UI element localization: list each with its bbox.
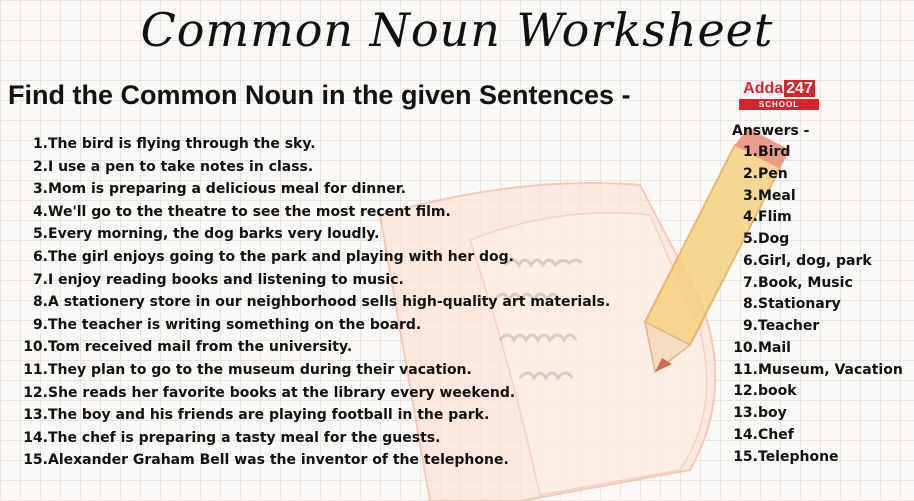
answer-item — [732, 142, 903, 164]
answer-number: 5. — [742, 231, 758, 247]
sentence-number: 5. — [32, 226, 48, 243]
sentence-text: A stationery store in our neighborhood sells high-quality art materials. — [48, 294, 611, 311]
answer-item — [732, 273, 903, 295]
answer-text: Museum, Vacation — [758, 361, 903, 378]
instructions-heading: Find the Common Noun in the given Sentences - — [8, 80, 631, 110]
answer-number: 12. — [733, 383, 758, 400]
sentence-number: 15. — [23, 452, 48, 469]
answer-text: Flim — [758, 209, 792, 226]
answer-number: 2. — [742, 165, 758, 182]
sentence-text: The girl enjoys going to the park and playing with her dog. — [48, 248, 514, 265]
answer-number: 15. — [733, 448, 758, 465]
sentence-text: Alexander Graham Bell was the inventor of the telephone. — [48, 452, 509, 469]
answer-number: 6. — [742, 252, 758, 269]
answer-item — [732, 338, 903, 360]
brand-logo — [739, 79, 819, 110]
sentence-text: Every morning, the dog barks very loudly. — [48, 226, 380, 243]
sentence-item — [22, 223, 610, 246]
page-title: Common Noun Worksheet — [140, 3, 774, 57]
answer-item — [732, 360, 903, 382]
sentence-item — [22, 201, 610, 224]
sentence-text: Mom is preparing a delicious meal for dinner. — [48, 181, 406, 198]
answer-text: Teacher — [758, 318, 820, 334]
sentence-item — [22, 359, 610, 382]
answer-item — [732, 403, 903, 425]
sentence-text: She reads her favorite books at the library every weekend. — [48, 384, 516, 401]
sentence-text: They plan to go to the museum during their vacation. — [48, 361, 472, 378]
sentence-number: 2. — [32, 158, 48, 175]
answer-number: 1. — [742, 144, 758, 160]
answer-item — [732, 251, 903, 273]
answer-text: Bird — [758, 144, 791, 160]
sentence-item — [22, 427, 610, 450]
sentence-item — [22, 382, 610, 405]
sentence-number: 10. — [23, 339, 48, 356]
sentence-number: 4. — [32, 203, 48, 220]
sentence-text: I use a pen to take notes in class. — [48, 158, 314, 175]
sentence-item — [22, 314, 610, 337]
sentence-number: 3. — [32, 181, 48, 198]
answer-text: Girl, dog, park — [758, 252, 872, 269]
answer-text: Mail — [758, 339, 791, 356]
sentence-item — [22, 178, 610, 201]
answer-text: Stationary — [758, 296, 841, 313]
answer-item — [732, 316, 903, 338]
answer-number: 10. — [733, 339, 758, 356]
answer-item — [732, 207, 903, 229]
answer-number: 3. — [742, 187, 758, 204]
answers-heading: Answers - — [732, 123, 810, 139]
sentence-number: 11. — [23, 361, 48, 378]
answer-number: 4. — [742, 209, 758, 226]
answer-number: 11. — [733, 361, 758, 378]
sentence-item — [22, 156, 610, 179]
answer-number: 7. — [742, 274, 758, 291]
answer-number: 14. — [733, 426, 758, 443]
answer-number: 9. — [742, 318, 758, 334]
sentence-item — [22, 336, 610, 359]
logo-wordmark — [739, 79, 819, 99]
sentence-text: We'll go to the theatre to see the most recent film. — [48, 203, 451, 220]
sentence-number: 6. — [32, 248, 48, 265]
answer-item — [732, 229, 903, 251]
sentence-number: 12. — [23, 384, 48, 401]
answer-item — [732, 447, 903, 469]
answer-number: 8. — [742, 296, 758, 313]
answer-text: Pen — [758, 165, 788, 182]
answer-text: book — [758, 383, 797, 400]
sentence-number: 1. — [32, 136, 48, 152]
sentence-item — [22, 133, 610, 156]
answer-number: 13. — [733, 405, 758, 421]
answer-text: Dog — [758, 231, 790, 247]
sentence-number: 8. — [32, 294, 48, 311]
sentence-text: The bird is flying through the sky. — [48, 136, 316, 152]
logo-brand-number: 247 — [786, 80, 813, 97]
sentence-item — [22, 404, 610, 427]
sentence-number: 9. — [32, 316, 48, 333]
answer-text: Telephone — [758, 448, 839, 465]
sentence-item — [22, 269, 610, 292]
answer-item — [732, 381, 903, 403]
answer-text: Chef — [758, 426, 794, 443]
sentence-text: Tom received mail from the university. — [48, 339, 353, 356]
sentence-item — [22, 291, 610, 314]
answer-text: boy — [758, 405, 787, 421]
answer-text: Meal — [758, 187, 796, 204]
sentence-number: 7. — [32, 271, 48, 288]
answer-item — [732, 294, 903, 316]
logo-tagline: SCHOOL — [739, 99, 819, 110]
answer-item — [732, 164, 903, 186]
sentence-text: The teacher is writing something on the board. — [48, 316, 422, 333]
sentence-number: 13. — [23, 407, 48, 424]
sentence-item — [22, 246, 610, 269]
sentence-text: The chef is preparing a tasty meal for the guests. — [48, 429, 441, 446]
answer-item — [732, 425, 903, 447]
answer-list — [732, 142, 903, 468]
sentence-list — [22, 133, 610, 472]
answer-text: Book, Music — [758, 274, 853, 291]
logo-brand-text: Adda — [743, 80, 784, 97]
sentence-item — [22, 449, 610, 472]
answer-item — [732, 186, 903, 208]
sentence-text: I enjoy reading books and listening to music. — [48, 271, 404, 288]
sentence-text: The boy and his friends are playing football in the park. — [48, 407, 490, 424]
sentence-number: 14. — [23, 429, 48, 446]
